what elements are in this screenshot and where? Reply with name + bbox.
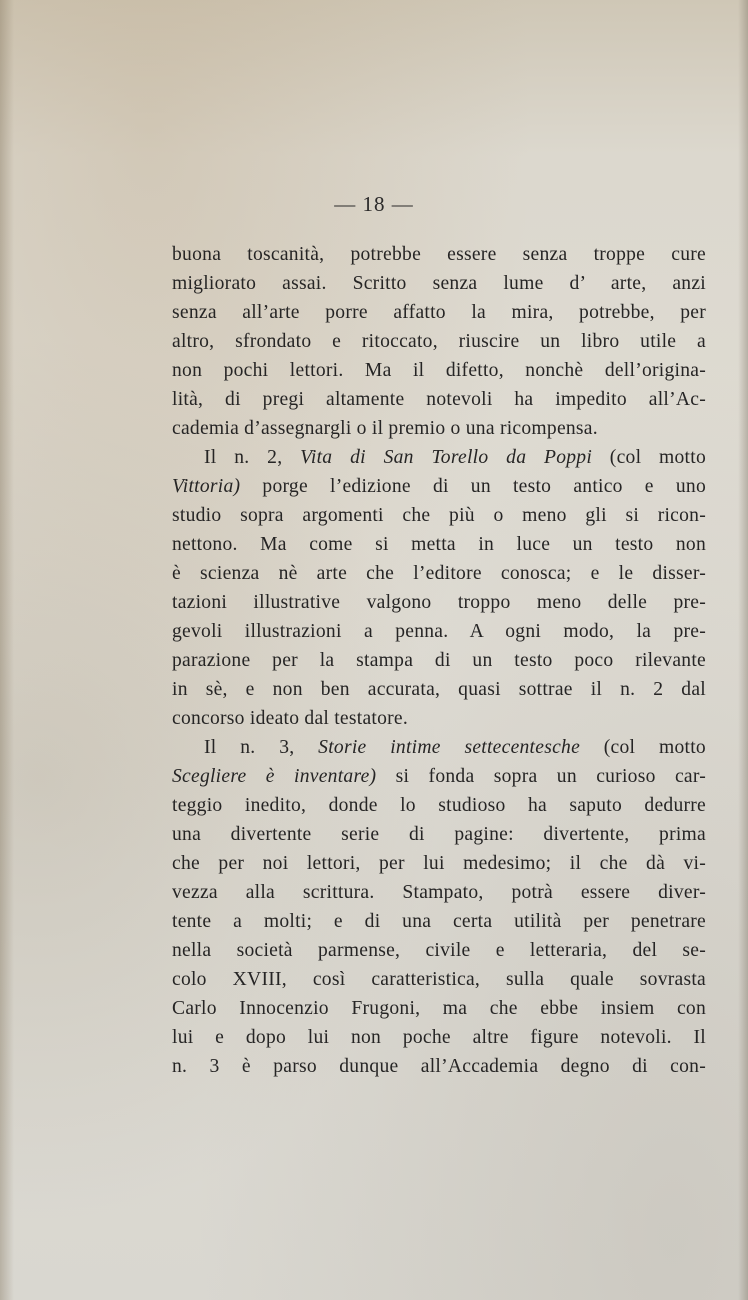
text-line: altro, sfrondato e ritoccato, riuscire un libro utile a bbox=[172, 331, 706, 352]
text-line: parazione per la stampa di un testo poco rilevante bbox=[172, 650, 706, 671]
italic-title: Storie intime settecentesche bbox=[318, 737, 581, 758]
text-line: colo XVIII, così caratteristica, sulla quale sovrasta bbox=[172, 969, 706, 990]
text-line: concorso ideato dal testatore. bbox=[172, 708, 409, 729]
text-line bbox=[172, 443, 706, 472]
text-segment: porge l’edizione di un testo antico e uno bbox=[240, 476, 706, 497]
text-line: tente a molti; e di una certa utilità per penetrare bbox=[172, 911, 706, 932]
text-line: teggio inedito, donde lo studioso ha saputo dedurre bbox=[172, 795, 706, 816]
text-segment: (col motto bbox=[592, 447, 706, 468]
body-text bbox=[172, 240, 706, 1081]
text-line: studio sopra argomenti che più o meno gli si ricon- bbox=[172, 505, 706, 526]
text-line: vezza alla scrittura. Stampato, potrà essere diver- bbox=[172, 882, 706, 903]
text-line: è scienza nè arte che l’editore conosca; e le disser- bbox=[172, 563, 706, 584]
text-line: una divertente serie di pagine: divertente, prima bbox=[172, 824, 706, 845]
text-line bbox=[172, 733, 706, 762]
text-line: che per noi lettori, per lui medesimo; il che dà vi- bbox=[172, 853, 706, 874]
text-line: in sè, e non ben accurata, quasi sottrae il n. 2 dal bbox=[172, 679, 706, 700]
text-line bbox=[172, 762, 706, 791]
text-line: Carlo Innocenzio Frugoni, ma che ebbe insiem con bbox=[172, 998, 706, 1019]
text-segment: si fonda sopra un curioso car- bbox=[376, 766, 707, 787]
text-line: tazioni illustrative valgono troppo meno delle pre- bbox=[172, 592, 706, 613]
text-line: gevoli illustrazioni a penna. A ogni modo, la pre- bbox=[172, 621, 706, 642]
italic-title: Vittoria) bbox=[172, 476, 241, 497]
text-line: cademia d’assegnargli o il premio o una ricompensa. bbox=[172, 418, 598, 439]
text-line: non pochi lettori. Ma il difetto, nonchè dell’origina- bbox=[172, 360, 706, 381]
text-line: buona toscanità, potrebbe essere senza troppe cure bbox=[172, 244, 706, 265]
text-line bbox=[172, 472, 706, 501]
text-line: nella società parmense, civile e letteraria, del se- bbox=[172, 940, 706, 961]
text-segment: Il n. 2, bbox=[204, 447, 301, 468]
italic-title: Vita di San Torello da Poppi bbox=[300, 447, 593, 468]
text-segment: Il n. 3, bbox=[204, 737, 319, 758]
text-segment: (col motto bbox=[580, 737, 706, 758]
text-line: lità, di pregi altamente notevoli ha impedito all’Ac- bbox=[172, 389, 706, 410]
text-line: migliorato assai. Scritto senza lume d’ arte, anzi bbox=[172, 273, 706, 294]
text-line: senza all’arte porre affatto la mira, potrebbe, per bbox=[172, 302, 706, 323]
text-line: lui e dopo lui non poche altre figure notevoli. Il bbox=[172, 1027, 706, 1048]
text-line: nettono. Ma come si metta in luce un testo non bbox=[172, 534, 706, 555]
text-line: n. 3 è parso dunque all’Accademia degno di con- bbox=[172, 1056, 706, 1077]
page-number: — 18 — bbox=[334, 192, 414, 216]
italic-title: Scegliere è inventare) bbox=[172, 766, 377, 787]
